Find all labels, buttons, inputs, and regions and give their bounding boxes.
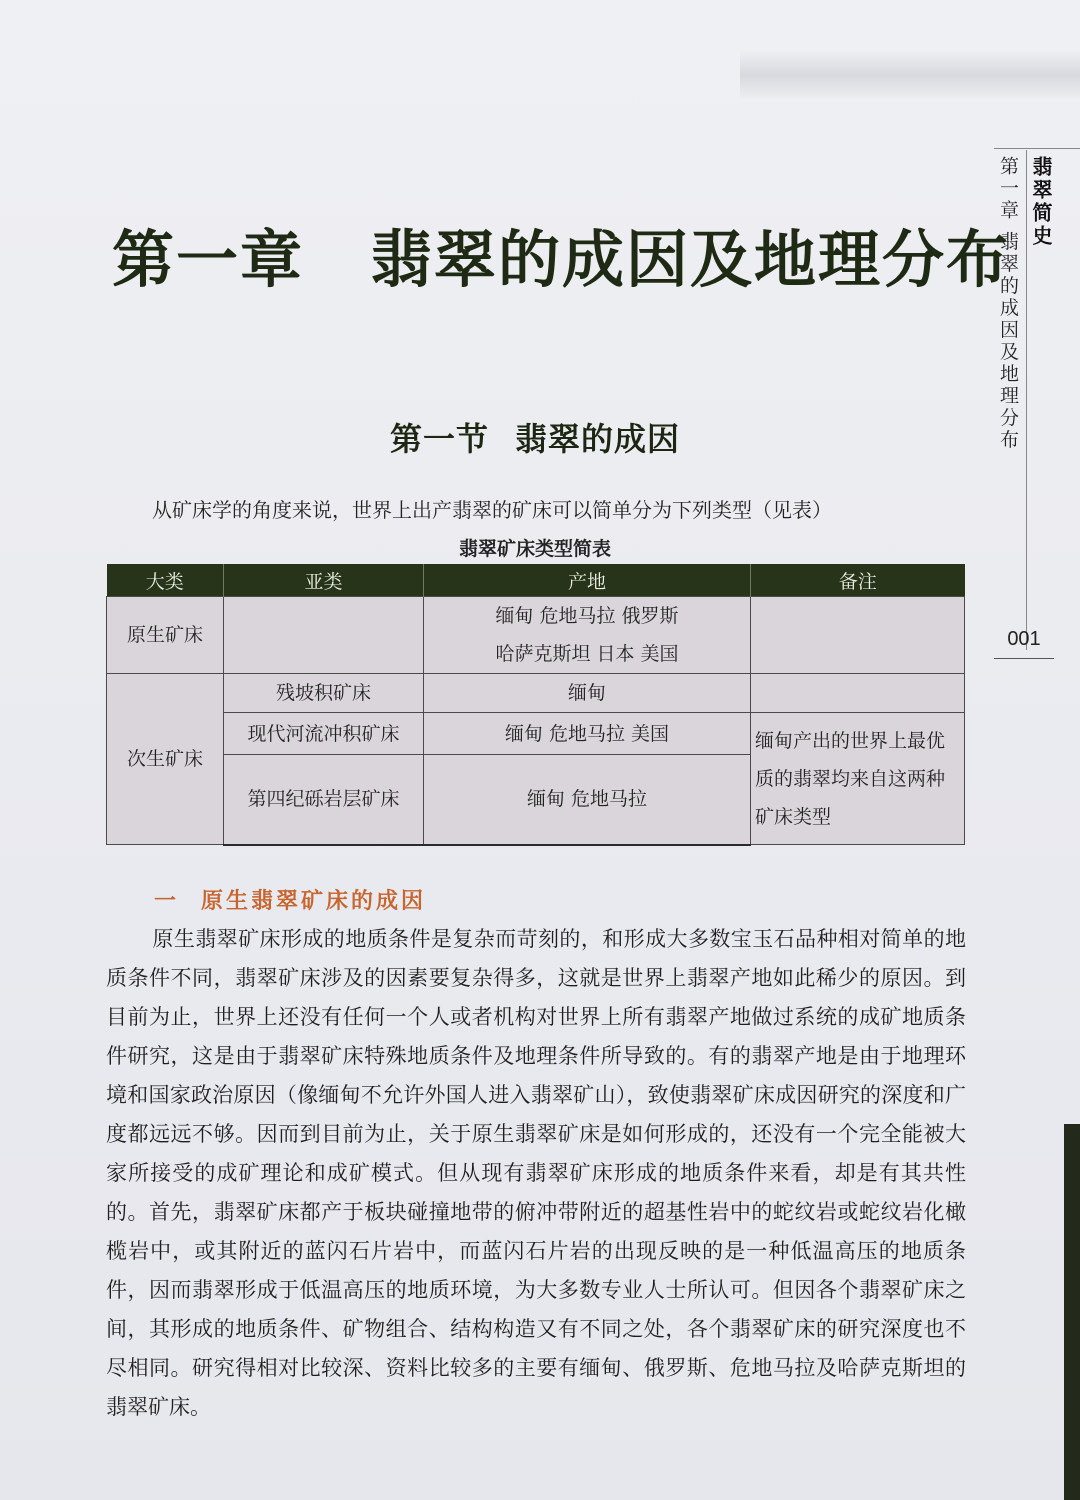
secondary-category: 次生矿床 bbox=[107, 674, 224, 845]
primary-subtype bbox=[224, 597, 424, 674]
section-name: 翡翠的成因 bbox=[515, 420, 681, 458]
note-line: 矿床类型 bbox=[755, 805, 832, 828]
secondary-subtype: 现代河流冲积矿床 bbox=[224, 713, 424, 755]
body-text: 原生翡翠矿床形成的地质条件是复杂而苛刻的，和形成大多数宝玉石品种相对简单的地质条件不同，翡翠矿床涉及的因素要复杂得多，这就是世界上翡翠产地如此稀少的原因。到目前为止，世界上还没有任何一个人或者机构对世界上所有翡翠产地做过系统的成矿地质条件研究，这是由于翡翠矿床特殊地质条件及地理条件所导致的。有的翡翠产地是由于地理环境和国家政治原因（像缅甸不允许外国人进入翡翠矿山），致使翡翠矿床成因研究的深度和广度都远远不够。因而到目前为止，关于原生翡翠矿床是如何形成的，还没有一个完全能被大家所接受的成矿理论和成矿模式。但从现有翡翠矿床形成的地质条件来看，却是有其共性的。首先，翡翠矿床都产于板块碰撞地带的俯冲带附近的超基性岩中的蛇纹岩或蛇纹岩化橄榄岩中，或其附近的蓝闪石片岩中，而蓝闪石片岩的出现反映的是一种低温高压的地质条件，因而翡翠形成于低温高压的地质环境，为大多数专业人士所认可。但因各个翡翠矿床之间，其形成的地质条件、矿物组合、结构构造又有不同之处，各个翡翠矿床的研究深度也不尽相同。研究得相对比较深、资料比较多的主要有缅甸、俄罗斯、危地马拉及哈萨克斯坦的翡翠矿床。 bbox=[106, 927, 966, 1419]
secondary-origin: 缅甸 bbox=[424, 674, 751, 713]
subsection-number: 一 bbox=[154, 889, 180, 914]
header-subtype: 亚类 bbox=[224, 564, 424, 597]
primary-category: 原生矿床 bbox=[107, 597, 224, 674]
primary-origin-line: 缅甸 危地马拉 俄罗斯 bbox=[495, 605, 679, 627]
header-category: 大类 bbox=[107, 564, 224, 597]
secondary-origin: 缅甸 危地马拉 bbox=[424, 755, 751, 845]
secondary-origin: 缅甸 危地马拉 美国 bbox=[424, 713, 751, 755]
secondary-subtype: 第四纪砾岩层矿床 bbox=[224, 755, 424, 845]
body-paragraph bbox=[106, 920, 966, 1427]
chapter-number: 第一章 bbox=[112, 223, 305, 296]
book-title-vertical: 翡翠简史 bbox=[1029, 156, 1053, 248]
table-row-secondary bbox=[107, 713, 965, 755]
deposit-type-table bbox=[106, 564, 965, 846]
running-head-rule-top bbox=[994, 148, 1080, 149]
page-number-rule bbox=[994, 658, 1054, 659]
running-head-chapter: 第一章 翡翠的成因及地理分布 bbox=[997, 156, 1019, 452]
secondary-note-empty bbox=[751, 674, 965, 713]
header-origin: 产地 bbox=[424, 564, 751, 597]
chapter-title bbox=[112, 210, 1011, 299]
secondary-subtype: 残坡积矿床 bbox=[224, 674, 424, 713]
subsection-title: 原生翡翠矿床的成因 bbox=[201, 889, 427, 914]
secondary-note bbox=[751, 713, 965, 845]
subsection-heading bbox=[154, 884, 426, 915]
table-row-primary bbox=[107, 597, 965, 674]
section-title bbox=[0, 414, 1070, 460]
primary-note bbox=[751, 597, 965, 674]
chapter-name: 翡翠的成因及地理分布 bbox=[370, 223, 1011, 296]
note-line: 质的翡翠均来自这两种 bbox=[755, 767, 946, 790]
note-line: 缅甸产出的世界上最优 bbox=[755, 729, 946, 752]
primary-origin bbox=[424, 597, 751, 674]
chapter-edge-tab bbox=[1064, 1124, 1080, 1500]
intro-paragraph: 从矿床学的角度来说，世界上出产翡翠的矿床可以简单分为下列类型（见表） bbox=[152, 498, 832, 522]
scan-shadow bbox=[740, 50, 1080, 100]
page-number: 001 bbox=[1007, 628, 1041, 650]
primary-origin-line: 哈萨克斯坦 日本 美国 bbox=[495, 643, 679, 665]
table-row-secondary bbox=[107, 674, 965, 713]
header-note: 备注 bbox=[751, 564, 965, 597]
table-header-row bbox=[107, 564, 965, 597]
section-number: 第一节 bbox=[389, 420, 489, 458]
table-caption: 翡翠矿床类型简表 bbox=[458, 538, 611, 560]
